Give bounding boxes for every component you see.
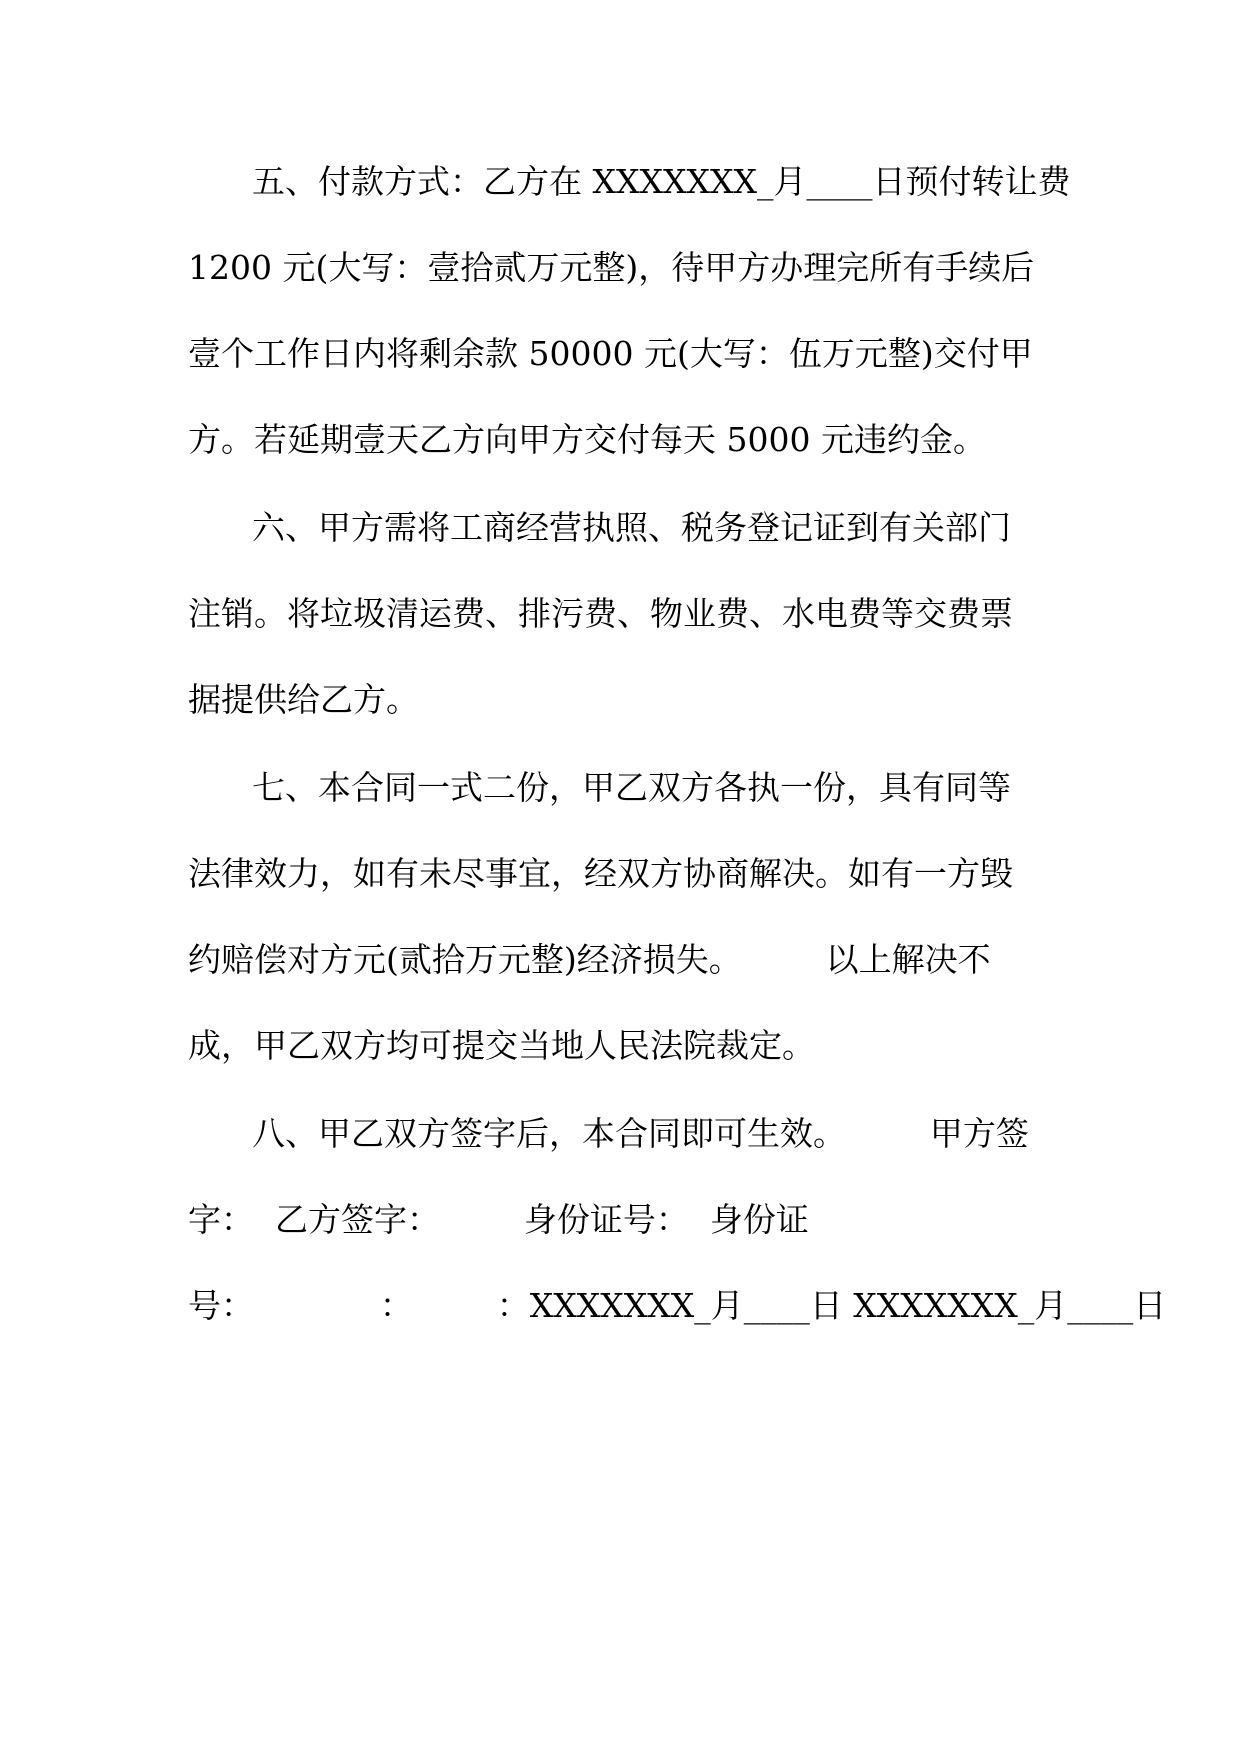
clause-6-line-1: 六、甲方需将工商经营执照、税务登记证到有关部门 bbox=[252, 508, 1011, 547]
signature-line-1: 字： 乙方签字： 身份证号： 身份证 bbox=[188, 1200, 809, 1239]
clause-7-line-1: 七、本合同一式二份，甲乙双方各执一份，具有同等 bbox=[252, 768, 1011, 807]
clause-7-line-3: 约赔偿对方元(贰拾万元整)经济损失。 以上解决不 bbox=[188, 940, 991, 979]
clause-7-line-2: 法律效力，如有未尽事宜，经双方协商解决。如有一方毁 bbox=[188, 854, 1013, 893]
clause-6-line-2: 注销。将垃圾清运费、排污费、物业费、水电费等交费票 bbox=[188, 594, 1013, 633]
signature-line-2: 号： ： ：XXXXXXX_月____日 XXXXXXX_月____日 bbox=[188, 1286, 1167, 1325]
clause-5-line-3: 壹个工作日内将剩余款 50000 元(大写：伍万元整)交付甲 bbox=[188, 334, 1033, 373]
clause-5-line-1: 五、付款方式：乙方在 XXXXXXX_月____日预付转让费 bbox=[252, 162, 1071, 201]
clause-6-line-3: 据提供给乙方。 bbox=[188, 680, 419, 719]
clause-8-line-1: 八、甲乙双方签字后，本合同即可生效。 甲方签 bbox=[252, 1114, 1029, 1153]
clause-5-line-2: 1200 元(大写：壹拾贰万元整)，待甲方办理完所有手续后 bbox=[188, 248, 1035, 287]
clause-5-line-4: 方。若延期壹天乙方向甲方交付每天 5000 元违约金。 bbox=[188, 420, 986, 459]
clause-7-line-4: 成，甲乙双方均可提交当地人民法院裁定。 bbox=[188, 1026, 815, 1065]
